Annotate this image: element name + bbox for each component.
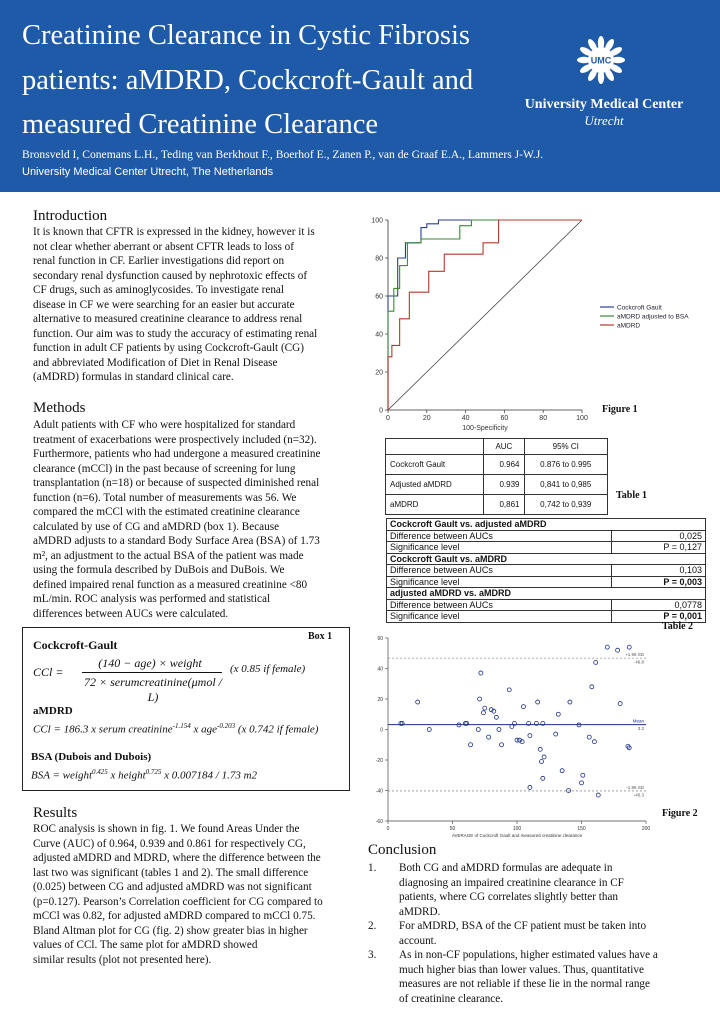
data-point <box>536 700 540 704</box>
line-value-label: 46.8 <box>635 659 644 665</box>
table-row <box>386 455 608 475</box>
table-header-cell <box>386 439 484 455</box>
y-tick-label: 20 <box>377 697 383 703</box>
table-cell: Significance level <box>387 576 612 588</box>
results-line: mCCl was 0.82, for adjusted aMDRD compared to mCCl 0.75. <box>33 910 316 922</box>
table-cell: Difference between AUCs <box>387 530 612 542</box>
data-point <box>427 728 431 732</box>
data-point <box>618 702 622 706</box>
bsa-exp-1: 0.425 <box>92 768 108 776</box>
bsa-part-2: x height <box>107 769 146 782</box>
table-row <box>387 542 706 554</box>
list-number: 3. <box>368 949 377 961</box>
bsa-formula <box>31 768 257 782</box>
box-label: Box 1 <box>308 631 333 642</box>
affiliation: University Medical Center Utrecht, The Netherlands <box>22 166 274 178</box>
x-tick-label: 50 <box>449 826 456 832</box>
bsa-part-3: x 0.007184 / 1.73 m2 <box>161 769 258 782</box>
results-line: last two was significant (tables 1 and 2). The small difference <box>33 866 309 879</box>
table-cell: 0.939 <box>484 475 524 495</box>
reference-diagonal <box>388 220 582 410</box>
y-tick-label: 80 <box>375 255 383 263</box>
line-value-label: 3.2 <box>637 726 644 732</box>
table-section-row <box>387 588 706 600</box>
methods-line: differences between AUCs were calculated. <box>33 607 229 620</box>
roc-chart <box>360 212 700 437</box>
table-value-cell: 0,103 <box>612 565 706 577</box>
cg-formula-denominator: 72 × serumcreatinine(μmol / L) <box>84 675 222 704</box>
title-line-3: measured Creatinine Clearance <box>22 109 379 140</box>
introduction-line: function. Our aim was to study the accuracy of estimating renal <box>33 327 318 340</box>
fraction-bar <box>82 672 222 673</box>
table-value-cell: P = 0,127 <box>612 542 706 554</box>
introduction-line: not clear whether aberrant or absent CFTR leads to loss of <box>33 240 294 253</box>
line-label: Mean <box>632 718 644 724</box>
x-tick-label: 100 <box>576 415 588 422</box>
x-tick-label: 150 <box>577 826 586 832</box>
amdrd-exp-1: -1.154 <box>172 722 191 730</box>
table-cell: Cockcroft Gault <box>386 455 484 475</box>
amdrd-part-2: x age <box>190 723 217 736</box>
title-line-2: patients: aMDRD, Cockcroft-Gault and <box>22 64 474 96</box>
table-section-title: adjusted aMDRD vs. aMDRD <box>387 588 706 600</box>
methods-line: using the formula described by DuBois and DuBois. We <box>33 564 285 576</box>
y-tick-label: 60 <box>377 636 383 642</box>
introduction-line: and abbreviated Modification of Diet in Renal Disease <box>33 356 278 369</box>
methods-body <box>33 418 353 621</box>
data-point <box>580 781 584 785</box>
list-item-line: Both CG and aMDRD formulas are adequate in <box>399 862 613 874</box>
methods-line: Adult patients with CF who were hospitalized for standard <box>33 419 296 431</box>
list-number: 1. <box>368 862 377 874</box>
data-point <box>587 735 591 739</box>
data-point <box>554 732 558 736</box>
list-item-line: measures are not reliable if these lie in the normal range <box>399 978 650 990</box>
logo-petal <box>577 57 591 63</box>
list-item-line: As in non-CF populations, higher estimated values have a <box>399 949 658 961</box>
table-header-cell: AUC <box>484 439 524 455</box>
poster-title <box>22 14 542 148</box>
x-tick-label: 60 <box>500 415 509 422</box>
table-value-cell: P = 0,003 <box>612 576 706 588</box>
methods-heading: Methods <box>33 400 86 416</box>
umc-logo-icon <box>576 35 626 85</box>
table-value-cell: 0,0778 <box>612 599 706 611</box>
authors: Bronsveld I, Conemans L.H., Teding van Berkhout F., Boerhof E., Zanen P., van de Graaf E.A., Lammers J-W.J. <box>22 148 544 161</box>
methods-line: treatment of exacerbations were prospectively included (n=32). <box>33 433 317 446</box>
amdrd-part-3: (x 0.742 if female) <box>235 723 319 736</box>
table-cell: 0,841 to 0,985 <box>524 475 607 495</box>
table-row <box>387 565 706 577</box>
list-item <box>368 861 698 919</box>
table-cell: Significance level <box>387 542 612 554</box>
cg-formula-numerator: (140 − age) × weight <box>98 656 202 670</box>
line-value-label: -40.3 <box>633 792 644 798</box>
data-point <box>528 734 532 738</box>
data-point <box>481 711 485 715</box>
table1-caption: Table 1 <box>616 490 648 501</box>
y-tick-label: 20 <box>375 369 383 377</box>
table-row <box>387 611 706 623</box>
data-point <box>590 685 594 689</box>
y-tick-label: 40 <box>377 666 383 673</box>
table2-caption: Table 2 <box>662 621 694 632</box>
data-point <box>594 660 598 664</box>
x-axis-label: AVERAGE of Cockcroft Gault and measured creatinine clearance <box>451 833 583 838</box>
x-tick-label: 100 <box>512 826 522 832</box>
bsa-exp-2: 0.725 <box>145 768 162 776</box>
logo-petal <box>598 70 604 84</box>
x-tick-label: 0 <box>386 415 390 422</box>
data-point <box>497 728 501 732</box>
data-point <box>507 688 511 692</box>
methods-line: clearance (mCCl) in the past because of screening for lung <box>33 462 296 475</box>
amdrd-exp-2: -0.203 <box>216 722 236 730</box>
data-point <box>596 793 600 797</box>
legend-label: aMDRD adjusted to BSA <box>617 313 689 321</box>
y-tick-label: 40 <box>375 331 383 339</box>
results-line: similar results (plot not presented here). <box>33 953 212 966</box>
results-line: (0.025) between CG and adjusted aMDRD was not significant <box>33 881 312 893</box>
results-line: Curve (AUC) of 0.964, 0.939 and 0.861 for respectively CG, <box>33 837 306 850</box>
table-cell: Difference between AUCs <box>387 599 612 611</box>
introduction-line: secondary renal dysfunction caused by nephrotoxic effects of <box>33 269 308 282</box>
introduction-line: disease in CF we were searching for an easier but accurate <box>33 298 295 311</box>
data-point <box>560 769 564 773</box>
amdrd-part-1: CCl = 186.3 x serum creatinine <box>33 723 173 736</box>
results-line: (p=0.127). Pearson’s Correlation coefficient for CG compared to <box>33 895 323 908</box>
results-line: adjusted aMDRD and MDRD, where the difference between the <box>33 852 321 864</box>
data-point <box>500 743 504 747</box>
title-line-1: Creatinine Clearance in Cystic Fibrosis <box>22 20 470 51</box>
bsa-formula-title: BSA (Dubois and Dubois) <box>31 751 152 763</box>
list-item-line: account. <box>399 934 437 947</box>
cg-formula-title: Cockcroft-Gault <box>33 638 118 652</box>
introduction-line: alternative to measured creatinine clearance to address renal <box>33 313 303 325</box>
table-cell: 0.964 <box>484 455 524 475</box>
methods-line: aMDRD adjusts to a standard Body Surface Area (BSA) of 1.73 <box>33 535 320 547</box>
table-value-cell: P = 0,001 <box>612 611 706 623</box>
figure2-caption: Figure 2 <box>662 808 698 819</box>
data-point <box>567 789 571 793</box>
table-cell: 0,861 <box>484 495 524 515</box>
data-point <box>538 747 542 751</box>
data-point <box>494 715 498 719</box>
data-point <box>541 776 545 780</box>
list-item <box>368 948 698 1006</box>
list-item-line: much higher bias than lower values. Thus, quantitative <box>399 963 644 976</box>
table-header-row <box>386 439 608 455</box>
list-item-line: For aMDRD, BSA of the CF patient must be taken into <box>399 920 647 932</box>
logo-petal <box>611 57 625 63</box>
amdrd-formula <box>33 722 318 736</box>
logo-name: University Medical Center <box>524 97 684 112</box>
line-label: +1.96 SD <box>625 652 644 658</box>
list-item-line: diagnosing an impaired creatinine clearance in CF <box>399 876 624 889</box>
data-point <box>592 740 596 744</box>
list-item-line: aMDRD. <box>399 905 441 918</box>
data-point <box>469 743 473 747</box>
data-point <box>542 755 546 759</box>
logo-badge: UMC <box>590 55 612 66</box>
methods-line: calculated by use of CG and aMDRD (box 1). Because <box>33 520 280 533</box>
table-header-cell: 95% CI <box>524 439 607 455</box>
methods-line: mL/min. ROC analysis was performed and statistical <box>33 593 271 605</box>
data-point <box>581 773 585 777</box>
y-tick-label: -60 <box>375 819 383 825</box>
table-cell: 0.876 to 0.995 <box>524 455 607 475</box>
table-cell: Significance level <box>387 611 612 623</box>
results-body <box>33 822 353 967</box>
introduction-line: renal function in CF. Earlier investigations did report on <box>33 255 285 267</box>
conclusion-heading: Conclusion <box>368 842 437 858</box>
introduction-line: It is known that CFTR is expressed in the kidney, however it is <box>33 226 315 238</box>
y-tick-label: 60 <box>375 293 383 301</box>
x-tick-label: 40 <box>461 415 470 422</box>
table-row <box>386 495 608 515</box>
conclusion-list <box>368 861 698 1006</box>
table-section-row <box>387 519 706 531</box>
data-point <box>478 697 482 701</box>
y-tick-label: -40 <box>375 788 383 795</box>
table1 <box>385 438 608 515</box>
table-cell: Adjusted aMDRD <box>386 475 484 495</box>
table-section-title: Cockcroft Gault vs. aMDRD <box>387 553 706 565</box>
list-item <box>368 919 698 948</box>
table-value-cell: 0,025 <box>612 530 706 542</box>
figure1-caption: Figure 1 <box>602 404 638 415</box>
line-label: -1.96 SD <box>626 784 644 790</box>
data-point <box>479 671 483 675</box>
table-cell: aMDRD <box>386 495 484 515</box>
data-point <box>605 645 609 649</box>
y-tick-label: 0 <box>380 727 383 734</box>
table-row <box>386 475 608 495</box>
amdrd-formula-title: aMDRD <box>33 705 73 717</box>
methods-line: function (n=6). Total number of measurements was 56. We <box>33 491 297 504</box>
methods-line: m², an adjustment to the actual BSA of the patient was made <box>33 549 304 562</box>
methods-line: Furthermore, patients who had undergone a measured creatinine <box>33 448 321 460</box>
data-point <box>540 760 544 764</box>
cg-formula-lhs: CCl = <box>33 665 64 679</box>
results-heading: Results <box>33 805 78 821</box>
data-point <box>627 645 631 649</box>
x-tick-label: 0 <box>386 826 390 832</box>
table-section-title: Cockcroft Gault vs. adjusted aMDRD <box>387 519 706 531</box>
legend-label: aMDRD <box>617 322 641 330</box>
list-number: 2. <box>368 920 377 932</box>
table-cell: 0,742 to 0,939 <box>524 495 607 515</box>
methods-line: compared the mCCl with the estimated creatinine clearance <box>33 506 300 518</box>
logo-city: Utrecht <box>584 113 624 128</box>
introduction-body <box>33 225 353 385</box>
table2 <box>386 518 706 623</box>
data-point <box>476 728 480 732</box>
methods-line: transplantation (n=18) or because of suspected diminished renal <box>33 477 320 489</box>
x-tick-label: 20 <box>422 415 431 422</box>
introduction-line: function in adult CF patients by using Cockcroft-Gault (CG) <box>33 342 304 354</box>
data-point <box>483 706 487 710</box>
cg-female-note: (x 0.85 if female) <box>230 663 306 675</box>
y-tick-label: -20 <box>375 758 383 764</box>
data-point <box>616 648 620 652</box>
table-row <box>387 530 706 542</box>
data-point <box>416 700 420 704</box>
y-tick-label: 0 <box>379 407 383 415</box>
data-point <box>521 705 525 709</box>
legend-label: Cockcroft Gault <box>617 304 662 312</box>
results-line: Bland Altman plot for CG (fig. 2) show greater bias in higher <box>33 924 308 937</box>
introduction-line: CF drugs, such as aminoglycosides. To investigate renal <box>33 284 285 296</box>
introduction-heading: Introduction <box>33 208 108 224</box>
y-tick-label: 100 <box>371 217 383 225</box>
data-point <box>568 700 572 704</box>
table-row <box>387 599 706 611</box>
x-tick-label: 80 <box>539 415 548 422</box>
data-point <box>528 785 532 789</box>
table-cell: Difference between AUCs <box>387 565 612 577</box>
bsa-part-1: BSA = weight <box>31 769 92 782</box>
results-line: values of CCl. The same plot for aMDRD showed <box>33 939 258 951</box>
x-axis-label: 100-Specificity <box>462 425 508 432</box>
list-item-line: of creatinine clearance. <box>399 992 504 1005</box>
bland-altman-chart <box>364 630 660 844</box>
results-line: ROC analysis is shown in fig. 1. We found Areas Under the <box>33 823 300 835</box>
table-row <box>387 576 706 588</box>
x-tick-label: 200 <box>641 826 651 832</box>
data-point <box>556 712 560 716</box>
introduction-line: (aMDRD) formulas in standard clinical care. <box>33 371 234 383</box>
logo-petal <box>598 36 604 50</box>
table-section-row <box>387 553 706 565</box>
data-point <box>487 735 491 739</box>
list-item-line: patients, where CG correlates slightly better than <box>399 891 619 903</box>
methods-line: defined impaired renal function as a measured creatinine <80 <box>33 578 308 591</box>
